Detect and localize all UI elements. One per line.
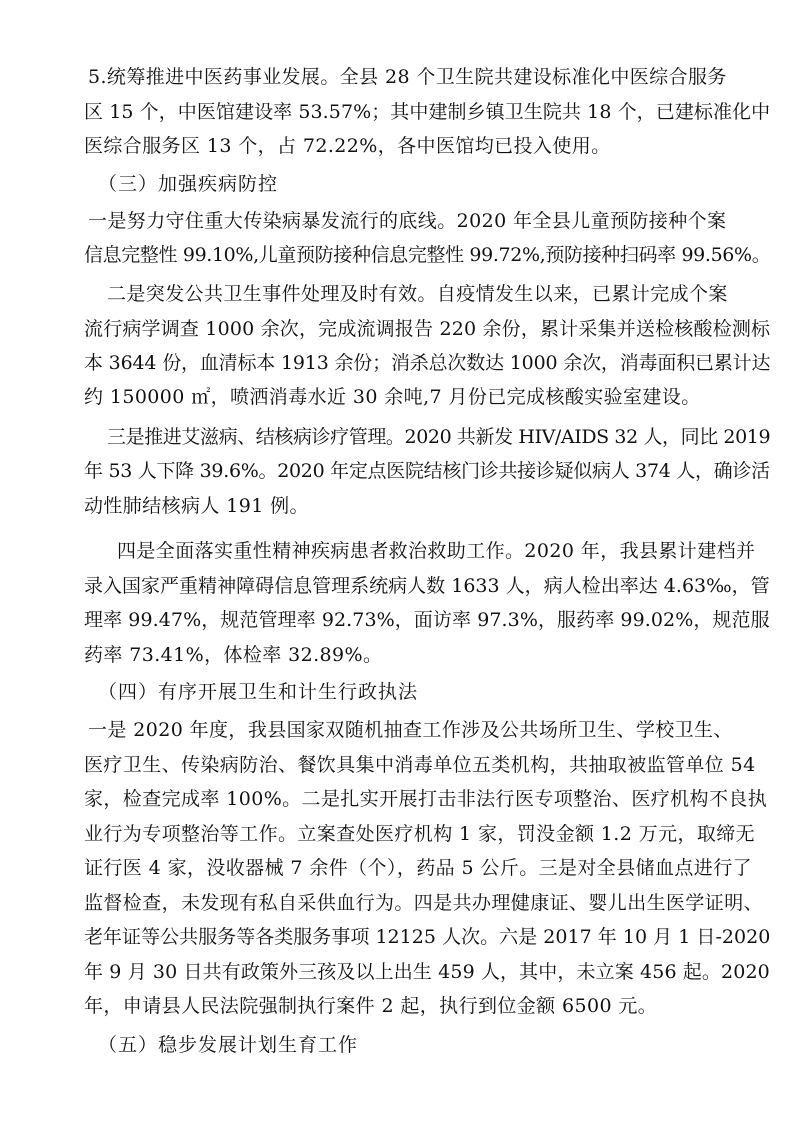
text-line: 三是推进艾滋病、结核病诊疗管理。2020 共新发 HIV/AIDS 32 人，同比 2019 xyxy=(107,426,771,448)
text-line: 信息完整性 99.10%,儿童预防接种信息完整性 99.72%,预防接种扫码率 99.56%。 xyxy=(84,244,771,266)
text-line: 老年证等公共服务等各类服务事项 12125 人次。六是 2017 年 10 月 1 日-2020 xyxy=(84,926,771,948)
text-line: 药率 73.41%，体检率 32.89%。 xyxy=(84,644,383,666)
text-line: 家，检查完成率 100%。二是扎实开展打击非法行医专项整治、医疗机构不良执 xyxy=(84,788,768,810)
text-line: 本 3644 份，血清标本 1913 余份；消杀总次数达 1000 余次，消毒面积已累计达 xyxy=(84,352,771,374)
section-heading-enforcement: （四）有序开展卫生和计生行政执法 xyxy=(98,681,419,703)
text-line: 动性肺结核病人 191 例。 xyxy=(84,495,309,517)
text-line: 年，申请县人民法院强制执行案件 2 起，执行到位金额 6500 元。 xyxy=(84,995,658,1017)
text-line: 流行病学调查 1000 余次，完成流调报告 220 余份，累计采集并送检核酸检测标 xyxy=(84,318,771,340)
text-line: 年 9 月 30 日共有政策外三孩及以上出生 459 人，其中，未立案 456 起。2020 xyxy=(84,961,770,983)
text-line: 录入国家严重精神障碍信息管理系统病人数 1633 人，病人检出率达 4.63‰，管 xyxy=(84,575,770,597)
text-line: 约 150000 ㎡，喷洒消毒水近 30 余吨,7 月份已完成核酸实验室建设。 xyxy=(84,386,701,408)
section-heading-disease-control: （三）加强疾病防控 xyxy=(98,173,279,195)
text-line: 二是突发公共卫生事件处理及时有效。自疫情发生以来，已累计完成个案 xyxy=(107,283,728,305)
text-line: 医综合服务区 13 个，占 72.22%，各中医馆均已投入使用。 xyxy=(84,135,611,157)
text-line: 一是 2020 年度，我县国家双随机抽查工作涉及公共场所卫生、学校卫生、 xyxy=(88,719,733,741)
text-line: 四是全面落实重性精神疾病患者救治救助工作。2020 年，我县累计建档并 xyxy=(117,540,756,562)
text-line: 业行为专项整治等工作。立案查处医疗机构 1 家，罚没金额 1.2 万元，取缔无 xyxy=(84,823,756,845)
text-line: 证行医 4 家，没收器械 7 余件（个），药品 5 公斤。三是对全县储血点进行了 xyxy=(84,857,753,879)
section-heading-family-planning: （五）稳步发展计划生育工作 xyxy=(98,1034,359,1056)
text-line: 监督检查，未发现有私自采供血行为。四是共办理健康证、婴儿出生医学证明、 xyxy=(84,892,764,914)
text-line: 区 15 个，中医馆建设率 53.57%；其中建制乡镇卫生院共 18 个，已建标准化中 xyxy=(84,101,771,123)
text-line: 一是努力守住重大传染病暴发流行的底线。2020 年全县儿童预防接种个案 xyxy=(88,210,727,232)
text-line: 理率 99.47%，规范管理率 92.73%，面访率 97.3%，服药率 99.02%，规范服 xyxy=(84,609,770,631)
text-line: 年 53 人下降 39.6%。2020 年定点医院结核门诊共接诊疑似病人 374 人，确诊活 xyxy=(84,460,770,482)
text-line: 医疗卫生、传染病防治、餐饮具集中消毒单位五类机构，共抽取被监管单位 54 xyxy=(84,754,756,776)
text-line: 5.统筹推进中医药事业发展。全县 28 个卫生院共建设标准化中医综合服务 xyxy=(88,66,727,88)
